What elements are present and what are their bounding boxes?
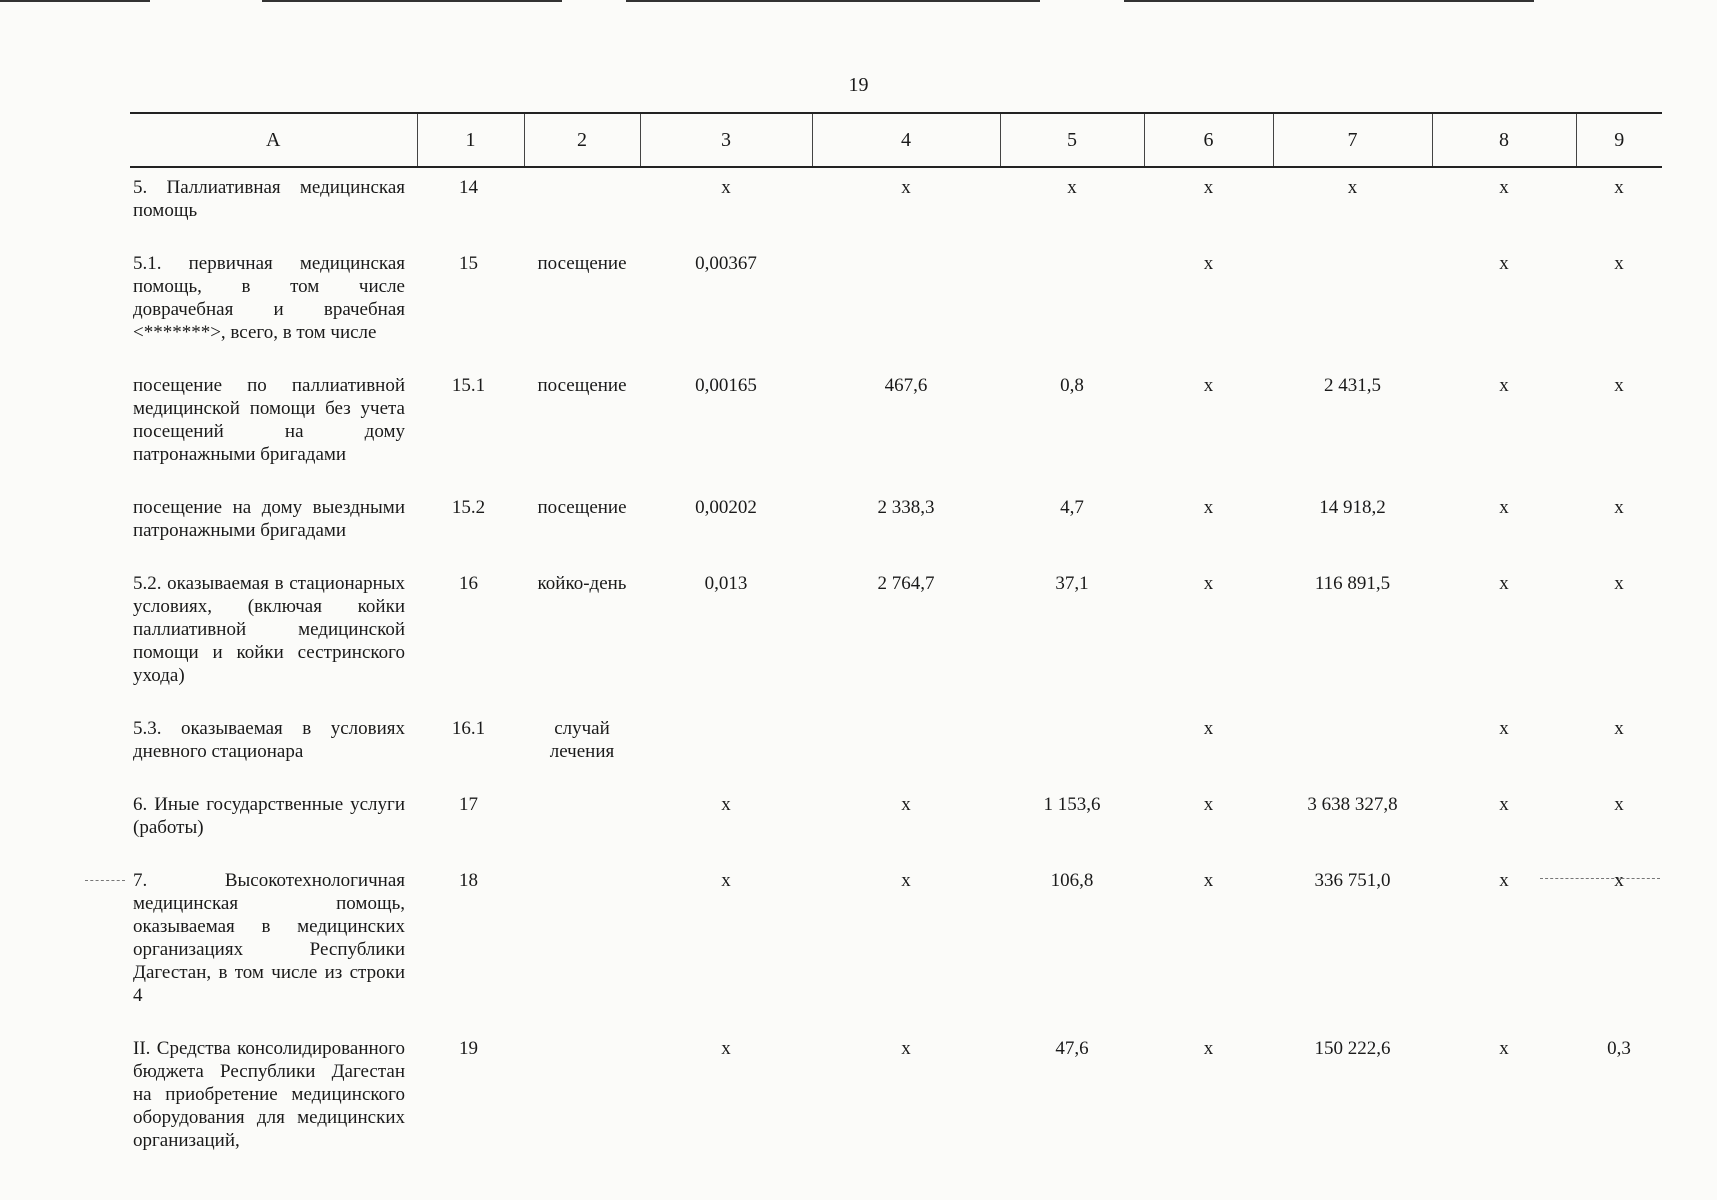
table-cell: х <box>1203 253 1214 274</box>
row-number: 16 <box>459 573 478 594</box>
table-cell: х <box>1499 794 1509 815</box>
row-number: 14 <box>459 177 478 198</box>
column-header: 3 <box>640 113 812 167</box>
column-header: А <box>130 113 417 167</box>
table-cell: х <box>1499 177 1509 198</box>
row-number: 15.1 <box>451 375 486 396</box>
table-cell <box>812 244 1000 366</box>
data-table <box>130 112 1662 1174</box>
row-number: 16.1 <box>451 718 486 739</box>
scan-edge-line <box>262 0 562 2</box>
table-cell: 2 764,7 <box>877 573 935 594</box>
row-number: 18 <box>459 870 478 891</box>
table-cell <box>640 709 812 785</box>
table-cell: 336 751,0 <box>1314 870 1391 891</box>
unit-cell: койко-день <box>537 573 627 594</box>
table-cell: х <box>1499 497 1509 518</box>
table-cell: х <box>1203 1038 1214 1059</box>
table-cell: х <box>721 870 731 891</box>
table-row <box>130 709 1662 785</box>
row-description: 5.2. оказываемая в стационарных условиях, (включая койки паллиативной медицинской помощи и койки сестринского ухода) <box>133 573 405 686</box>
table-cell: 2 338,3 <box>877 497 935 518</box>
table-cell: х <box>721 177 731 198</box>
table-cell: 37,1 <box>1055 573 1089 594</box>
unit-cell <box>524 167 640 244</box>
table-cell: х <box>1203 794 1214 815</box>
table-cell: х <box>1614 870 1624 891</box>
table-cell: х <box>1614 177 1624 198</box>
row-description: 7. Высокотехнологичная медицинская помощь, оказываемая в медицинских организациях Республики Дагестан, в том числе из строки 4 <box>133 870 405 1006</box>
table-row <box>130 564 1662 709</box>
table-cell: 2 431,5 <box>1324 375 1381 396</box>
table-cell: х <box>1203 718 1214 739</box>
table-cell: 0,3 <box>1607 1038 1631 1059</box>
scan-edge-line <box>0 0 150 2</box>
table-cell: х <box>1499 253 1509 274</box>
table-cell: х <box>901 794 911 815</box>
unit-cell: посещение <box>537 253 627 274</box>
table-cell: 0,00367 <box>695 253 757 274</box>
table-row <box>130 167 1662 244</box>
table-cell: х <box>1499 375 1509 396</box>
column-header: 7 <box>1273 113 1432 167</box>
row-number: 15 <box>459 253 478 274</box>
unit-cell <box>524 785 640 861</box>
unit-cell: посещение <box>537 375 627 396</box>
table-row <box>130 785 1662 861</box>
table-cell <box>812 709 1000 785</box>
column-header: 1 <box>417 113 524 167</box>
table-row <box>130 244 1662 366</box>
table-cell: х <box>1614 253 1624 274</box>
table-cell: х <box>1499 1038 1509 1059</box>
row-description: посещение на дому выездными патронажными бригадами <box>133 497 405 541</box>
table-cell: х <box>1203 497 1214 518</box>
table-cell: х <box>1499 718 1509 739</box>
row-description: посещение по паллиативной медицинской помощи без учета посещений на дому патронажными бригадами <box>133 375 405 465</box>
table-cell: 0,00165 <box>695 375 757 396</box>
table-cell <box>1000 244 1144 366</box>
column-header: 8 <box>1432 113 1576 167</box>
table-cell: 1 153,6 <box>1043 794 1101 815</box>
table-cell: 0,8 <box>1060 375 1084 396</box>
table-row <box>130 861 1662 1029</box>
page-number: 19 <box>848 74 869 96</box>
table-cell: х <box>1203 870 1214 891</box>
unit-cell <box>524 861 640 1029</box>
table-cell: х <box>1614 718 1624 739</box>
row-number: 17 <box>459 794 478 815</box>
row-number: 15.2 <box>451 497 486 518</box>
table-cell <box>1273 244 1432 366</box>
table-cell: 0,00202 <box>695 497 757 518</box>
row-description: 5.1. первичная медицинская помощь, в том числе доврачебная и врачебная <*******>, всего, в том числе <box>133 253 405 343</box>
table-cell <box>1273 709 1432 785</box>
table-cell: х <box>901 1038 911 1059</box>
table-cell: х <box>1347 177 1358 198</box>
table-cell: х <box>1499 573 1509 594</box>
table-cell: 3 638 327,8 <box>1307 794 1398 815</box>
table-cell: х <box>1067 177 1077 198</box>
table-row <box>130 1029 1662 1174</box>
table-cell <box>1000 709 1144 785</box>
row-number: 19 <box>459 1038 478 1059</box>
column-header: 6 <box>1144 113 1273 167</box>
column-header: 5 <box>1000 113 1144 167</box>
table-cell: х <box>1614 497 1624 518</box>
table-cell: х <box>1203 573 1214 594</box>
table-cell: х <box>1203 177 1214 198</box>
table-cell: 47,6 <box>1055 1038 1089 1059</box>
table-cell: 106,8 <box>1050 870 1094 891</box>
table-cell: х <box>901 177 911 198</box>
table-cell: х <box>721 794 731 815</box>
unit-cell: случай лечения <box>549 718 615 762</box>
table-cell: 14 918,2 <box>1319 497 1386 518</box>
column-header: 4 <box>812 113 1000 167</box>
table-cell: 0,013 <box>704 573 748 594</box>
header-row <box>130 113 1662 167</box>
unit-cell: посещение <box>537 497 627 518</box>
table-cell: 467,6 <box>884 375 928 396</box>
table-cell: 4,7 <box>1060 497 1084 518</box>
table-row <box>130 488 1662 564</box>
table-cell: 150 222,6 <box>1314 1038 1391 1059</box>
column-header: 2 <box>524 113 640 167</box>
table-row <box>130 366 1662 488</box>
table-cell: х <box>721 1038 731 1059</box>
row-description: 6. Иные государственные услуги (работы) <box>133 794 405 838</box>
column-header: 9 <box>1576 113 1662 167</box>
scan-edge-line <box>1124 0 1534 2</box>
row-description: 5. Паллиативная медицинская помощь <box>133 177 405 221</box>
unit-cell <box>524 1029 640 1174</box>
row-description: 5.3. оказываемая в условиях дневного стационара <box>133 718 405 762</box>
table-cell: х <box>1614 573 1624 594</box>
scan-edge-line <box>626 0 1040 2</box>
table-cell: х <box>901 870 911 891</box>
scan-edge-mark <box>85 880 125 881</box>
row-description: II. Средства консолидированного бюджета Республики Дагестан на приобретение медицинского оборудования для медицинских организаций, <box>133 1038 405 1151</box>
table-cell: х <box>1614 375 1624 396</box>
table-cell: х <box>1499 870 1509 891</box>
table-cell: 116 891,5 <box>1314 573 1391 594</box>
table-cell: х <box>1614 794 1624 815</box>
table-cell: х <box>1203 375 1214 396</box>
